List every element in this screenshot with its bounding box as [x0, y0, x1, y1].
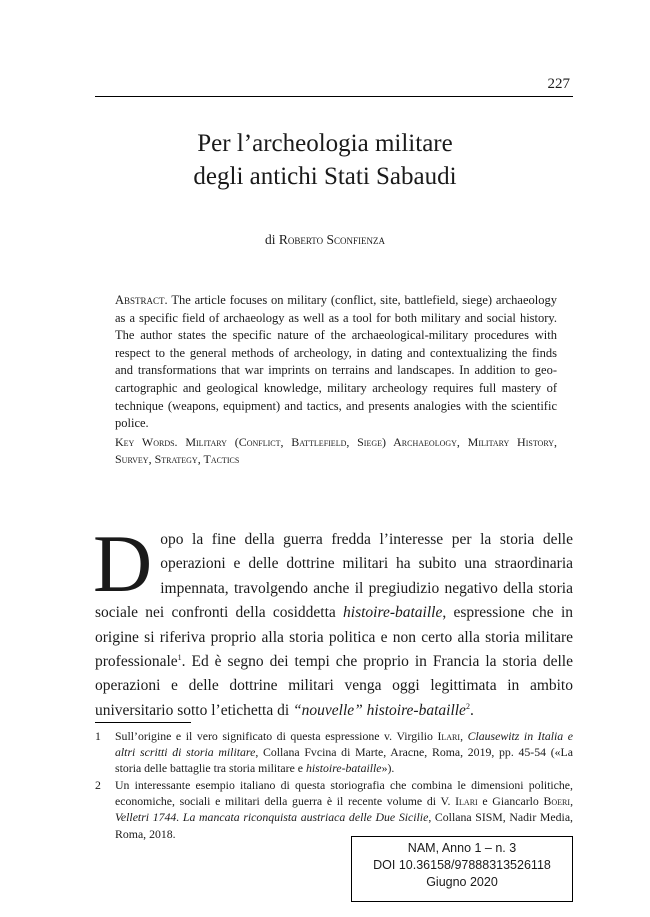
title-line-2: degli antichi Stati Sabaudi [193, 163, 457, 190]
abstract-label: Abstract. [115, 293, 168, 307]
author-prefix: di [264, 232, 276, 247]
footnote-ref-2[interactable]: 2 [465, 701, 470, 711]
footnote-1 [95, 728, 573, 776]
publication-date: Giugno 2020 [426, 875, 498, 889]
keywords-label: Key Words. [115, 435, 178, 449]
footnote-ref-1[interactable]: 1 [177, 652, 182, 662]
footnote-rule [95, 722, 191, 723]
title-line-1: Per l’archeologia militare [197, 130, 453, 157]
journal-issue: NAM, Anno 1 – n. 3 [407, 841, 517, 855]
header-rule [95, 96, 573, 97]
doi[interactable]: DOI 10.36158/97888313526118 [373, 858, 551, 872]
page-number: 227 [547, 76, 570, 92]
footnote-text: Sull’origine e il vero significato di questa espressione v. Virgilio Ilari, Clausewitz in Italia e altri scritti di storia militare, Collana Fvcina di Marte, Aracne, Roma, 2019, pp. 45-54 («La storia delle battaglie tra storia militare e histoire-bataille»). [115, 729, 573, 776]
article-title [0, 127, 650, 193]
keywords [115, 434, 557, 468]
abstract [115, 292, 557, 433]
body-paragraph [93, 518, 573, 723]
drop-cap: D [93, 518, 153, 609]
body-italic-2: “nouvelle” histoire-bataille [293, 701, 466, 719]
journal-info-box [351, 836, 573, 902]
footnote-2 [95, 777, 573, 841]
footnotes [95, 728, 573, 843]
body-text-part-2: , espressione che in origine si riferiva proprio alla storia politica e non certo alla storia militare professionale [95, 604, 573, 671]
body-text-part-3: . Ed è segno dei tempi che proprio in Francia la storia delle operazioni e delle dottrine militari venga oggi legittimata in ambito universitario sotto l’etichetta di [95, 653, 573, 719]
footnote-text: Un interessante esempio italiano di questa storiografia che combina le dimensioni politiche, economiche, sociali e militari della guerra è il recente volume di V. Ilari e Giancarlo Boeri, Velletri 1744. La mancata riconquista austriaca delle Due Sicilie, Collana SISM, Nadir Media, Roma, 2018. [115, 778, 574, 841]
body-text-part-4: . [469, 701, 474, 719]
author-name: Roberto Sconfienza [278, 232, 386, 247]
body-italic-1: histoire-bataille [343, 604, 443, 622]
author-line [0, 232, 650, 248]
body-text-part-1: opo la fine della guerra fredda l’interesse per la storia delle operazioni e delle dottrine militari ha subito una straordinaria impennata, travolgendo anche il pregiudizio negativo della storia sociale nei confronti della cosiddetta [95, 531, 573, 622]
footnote-number: 2 [95, 778, 101, 793]
footnote-number: 1 [95, 729, 101, 743]
abstract-text: The article focuses on military (conflict, site, battlefield, siege) archaeology as a specific field of archaeology as well as a tool for both military and social history. The author states the specific nature of the archaeological-military procedures with respect to the general methods of archeology, in dating and contextualizing the finds and transformations that war imprints on terrains and landscapes. In addition to geo-cartographic and geological knowledge, military archeology requires full mastery of technique (weapons, equipment) and tactics, and presents analogies with the scientific police. [115, 293, 557, 431]
keywords-text: Military (Conflict, Battlefield, Siege) Archaeology, Military History, Survey, Strategy, Tactics [115, 435, 558, 466]
